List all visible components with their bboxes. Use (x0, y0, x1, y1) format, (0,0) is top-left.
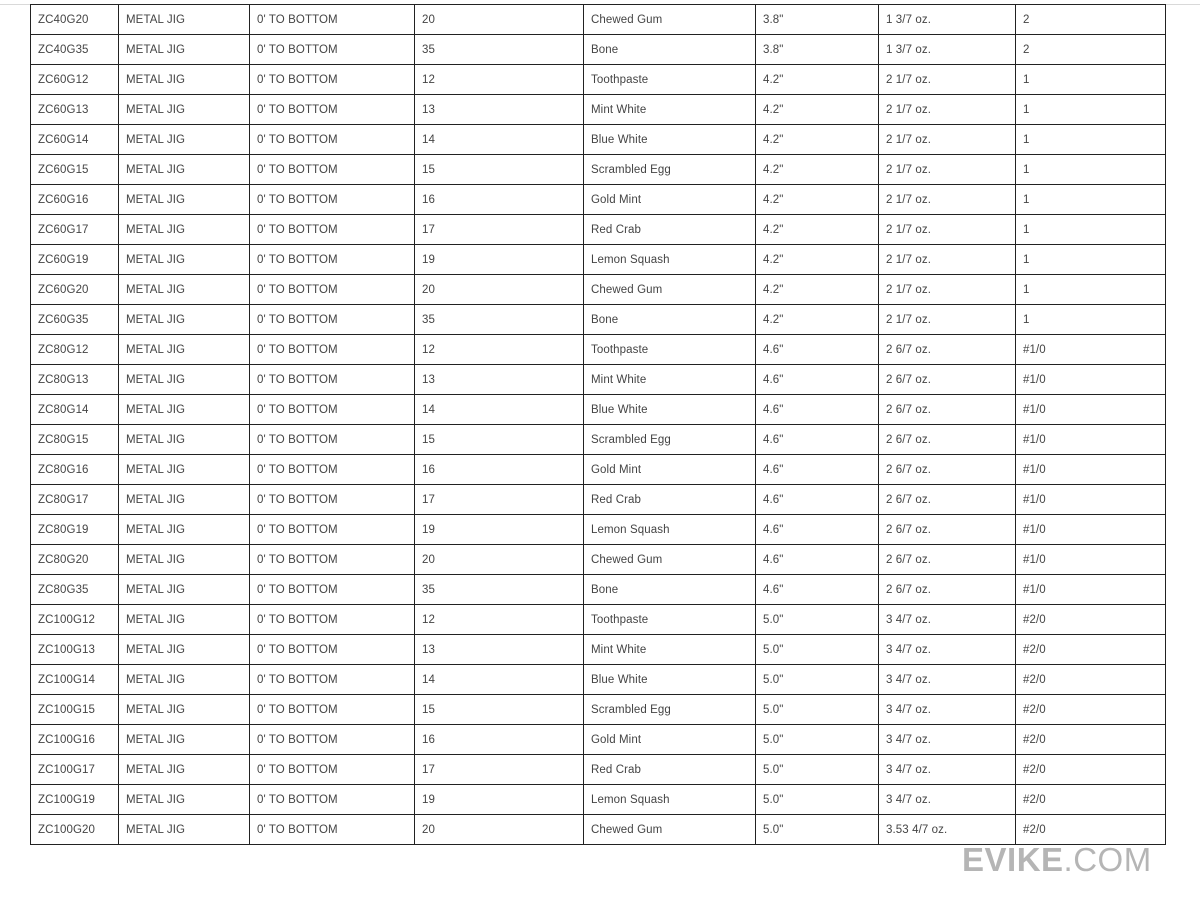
color-name-cell: Red Crab (584, 215, 756, 245)
color-name-cell: Mint White (584, 635, 756, 665)
product-spec-table (30, 4, 1166, 845)
hook-size-cell: 1 (1016, 275, 1166, 305)
color-name-cell: Bone (584, 305, 756, 335)
weight-cell: 2 6/7 oz. (879, 335, 1016, 365)
item-code-cell: ZC60G15 (31, 155, 119, 185)
length-cell: 3.8" (756, 35, 879, 65)
depth-cell: 0' TO BOTTOM (250, 65, 415, 95)
type-cell: METAL JIG (119, 215, 250, 245)
table-row (31, 155, 1166, 185)
table-row (31, 425, 1166, 455)
item-code-cell: ZC100G19 (31, 785, 119, 815)
hook-size-cell: #2/0 (1016, 665, 1166, 695)
length-cell: 4.6" (756, 365, 879, 395)
hook-size-cell: #1/0 (1016, 365, 1166, 395)
color-name-cell: Toothpaste (584, 65, 756, 95)
length-cell: 5.0" (756, 665, 879, 695)
hook-size-cell: 1 (1016, 125, 1166, 155)
weight-cell: 2 1/7 oz. (879, 185, 1016, 215)
item-code-cell: ZC60G12 (31, 65, 119, 95)
type-cell: METAL JIG (119, 575, 250, 605)
type-cell: METAL JIG (119, 665, 250, 695)
table-row (31, 95, 1166, 125)
hook-size-cell: #2/0 (1016, 785, 1166, 815)
length-cell: 4.6" (756, 575, 879, 605)
color-number-cell: 12 (415, 335, 584, 365)
length-cell: 4.2" (756, 305, 879, 335)
depth-cell: 0' TO BOTTOM (250, 215, 415, 245)
item-code-cell: ZC100G15 (31, 695, 119, 725)
table-row (31, 275, 1166, 305)
color-number-cell: 19 (415, 515, 584, 545)
weight-cell: 2 1/7 oz. (879, 65, 1016, 95)
type-cell: METAL JIG (119, 545, 250, 575)
item-code-cell: ZC80G17 (31, 485, 119, 515)
type-cell: METAL JIG (119, 515, 250, 545)
item-code-cell: ZC100G16 (31, 725, 119, 755)
depth-cell: 0' TO BOTTOM (250, 785, 415, 815)
depth-cell: 0' TO BOTTOM (250, 35, 415, 65)
evike-watermark-logo (962, 841, 1152, 879)
color-number-cell: 15 (415, 695, 584, 725)
length-cell: 4.6" (756, 335, 879, 365)
type-cell: METAL JIG (119, 245, 250, 275)
hook-size-cell: #1/0 (1016, 485, 1166, 515)
color-name-cell: Gold Mint (584, 455, 756, 485)
depth-cell: 0' TO BOTTOM (250, 95, 415, 125)
weight-cell: 2 6/7 oz. (879, 575, 1016, 605)
length-cell: 4.2" (756, 155, 879, 185)
color-number-cell: 17 (415, 215, 584, 245)
hook-size-cell: 1 (1016, 155, 1166, 185)
length-cell: 5.0" (756, 755, 879, 785)
length-cell: 4.2" (756, 185, 879, 215)
weight-cell: 1 3/7 oz. (879, 35, 1016, 65)
table-row (31, 35, 1166, 65)
depth-cell: 0' TO BOTTOM (250, 305, 415, 335)
depth-cell: 0' TO BOTTOM (250, 545, 415, 575)
item-code-cell: ZC80G14 (31, 395, 119, 425)
color-name-cell: Chewed Gum (584, 5, 756, 35)
length-cell: 5.0" (756, 785, 879, 815)
type-cell: METAL JIG (119, 635, 250, 665)
length-cell: 4.2" (756, 65, 879, 95)
weight-cell: 2 6/7 oz. (879, 545, 1016, 575)
item-code-cell: ZC60G14 (31, 125, 119, 155)
weight-cell: 2 6/7 oz. (879, 365, 1016, 395)
watermark-domain: .COM (1063, 841, 1152, 878)
type-cell: METAL JIG (119, 35, 250, 65)
type-cell: METAL JIG (119, 455, 250, 485)
length-cell: 4.6" (756, 485, 879, 515)
length-cell: 4.2" (756, 275, 879, 305)
hook-size-cell: #1/0 (1016, 515, 1166, 545)
depth-cell: 0' TO BOTTOM (250, 575, 415, 605)
weight-cell: 1 3/7 oz. (879, 5, 1016, 35)
hook-size-cell: 1 (1016, 95, 1166, 125)
type-cell: METAL JIG (119, 785, 250, 815)
color-number-cell: 14 (415, 125, 584, 155)
item-code-cell: ZC40G20 (31, 5, 119, 35)
depth-cell: 0' TO BOTTOM (250, 665, 415, 695)
weight-cell: 3.53 4/7 oz. (879, 815, 1016, 845)
table-row (31, 515, 1166, 545)
table-row (31, 65, 1166, 95)
item-code-cell: ZC100G14 (31, 665, 119, 695)
color-number-cell: 12 (415, 65, 584, 95)
color-name-cell: Toothpaste (584, 335, 756, 365)
color-name-cell: Bone (584, 575, 756, 605)
type-cell: METAL JIG (119, 395, 250, 425)
weight-cell: 3 4/7 oz. (879, 785, 1016, 815)
item-code-cell: ZC80G15 (31, 425, 119, 455)
table-row (31, 755, 1166, 785)
color-number-cell: 19 (415, 245, 584, 275)
length-cell: 4.6" (756, 455, 879, 485)
type-cell: METAL JIG (119, 755, 250, 785)
type-cell: METAL JIG (119, 305, 250, 335)
table-row (31, 365, 1166, 395)
color-name-cell: Mint White (584, 95, 756, 125)
weight-cell: 3 4/7 oz. (879, 755, 1016, 785)
depth-cell: 0' TO BOTTOM (250, 185, 415, 215)
color-name-cell: Lemon Squash (584, 245, 756, 275)
hook-size-cell: 1 (1016, 305, 1166, 335)
hook-size-cell: #1/0 (1016, 575, 1166, 605)
weight-cell: 2 1/7 oz. (879, 95, 1016, 125)
length-cell: 3.8" (756, 5, 879, 35)
hook-size-cell: #2/0 (1016, 635, 1166, 665)
item-code-cell: ZC80G12 (31, 335, 119, 365)
hook-size-cell: 1 (1016, 65, 1166, 95)
table-row (31, 455, 1166, 485)
color-name-cell: Lemon Squash (584, 785, 756, 815)
color-name-cell: Gold Mint (584, 725, 756, 755)
type-cell: METAL JIG (119, 815, 250, 845)
color-number-cell: 13 (415, 95, 584, 125)
type-cell: METAL JIG (119, 5, 250, 35)
color-number-cell: 20 (415, 545, 584, 575)
hook-size-cell: #2/0 (1016, 695, 1166, 725)
color-number-cell: 20 (415, 815, 584, 845)
length-cell: 5.0" (756, 635, 879, 665)
weight-cell: 2 6/7 oz. (879, 455, 1016, 485)
length-cell: 4.2" (756, 95, 879, 125)
type-cell: METAL JIG (119, 275, 250, 305)
table-row (31, 635, 1166, 665)
depth-cell: 0' TO BOTTOM (250, 395, 415, 425)
table-row (31, 815, 1166, 845)
weight-cell: 2 1/7 oz. (879, 155, 1016, 185)
length-cell: 4.6" (756, 515, 879, 545)
color-name-cell: Blue White (584, 125, 756, 155)
type-cell: METAL JIG (119, 725, 250, 755)
item-code-cell: ZC80G35 (31, 575, 119, 605)
depth-cell: 0' TO BOTTOM (250, 755, 415, 785)
color-number-cell: 16 (415, 185, 584, 215)
color-number-cell: 13 (415, 365, 584, 395)
color-number-cell: 15 (415, 155, 584, 185)
weight-cell: 3 4/7 oz. (879, 665, 1016, 695)
item-code-cell: ZC100G12 (31, 605, 119, 635)
color-name-cell: Red Crab (584, 755, 756, 785)
color-number-cell: 16 (415, 455, 584, 485)
table-row (31, 695, 1166, 725)
type-cell: METAL JIG (119, 185, 250, 215)
color-number-cell: 14 (415, 665, 584, 695)
item-code-cell: ZC80G20 (31, 545, 119, 575)
table-row (31, 215, 1166, 245)
color-name-cell: Red Crab (584, 485, 756, 515)
color-number-cell: 20 (415, 5, 584, 35)
item-code-cell: ZC60G16 (31, 185, 119, 215)
item-code-cell: ZC100G13 (31, 635, 119, 665)
watermark-brand: EVIKE (962, 841, 1064, 878)
weight-cell: 2 6/7 oz. (879, 515, 1016, 545)
color-number-cell: 35 (415, 575, 584, 605)
depth-cell: 0' TO BOTTOM (250, 815, 415, 845)
hook-size-cell: #1/0 (1016, 335, 1166, 365)
table-row (31, 5, 1166, 35)
weight-cell: 2 1/7 oz. (879, 125, 1016, 155)
color-name-cell: Chewed Gum (584, 815, 756, 845)
type-cell: METAL JIG (119, 605, 250, 635)
color-name-cell: Blue White (584, 665, 756, 695)
depth-cell: 0' TO BOTTOM (250, 245, 415, 275)
table-row (31, 485, 1166, 515)
color-number-cell: 20 (415, 275, 584, 305)
type-cell: METAL JIG (119, 425, 250, 455)
color-number-cell: 17 (415, 485, 584, 515)
color-name-cell: Toothpaste (584, 605, 756, 635)
length-cell: 4.6" (756, 545, 879, 575)
hook-size-cell: 1 (1016, 215, 1166, 245)
table-row (31, 725, 1166, 755)
hook-size-cell: #2/0 (1016, 725, 1166, 755)
color-number-cell: 19 (415, 785, 584, 815)
color-number-cell: 15 (415, 425, 584, 455)
type-cell: METAL JIG (119, 125, 250, 155)
type-cell: METAL JIG (119, 365, 250, 395)
color-number-cell: 16 (415, 725, 584, 755)
length-cell: 5.0" (756, 605, 879, 635)
color-name-cell: Scrambled Egg (584, 425, 756, 455)
hook-size-cell: 1 (1016, 185, 1166, 215)
color-number-cell: 35 (415, 35, 584, 65)
color-name-cell: Blue White (584, 395, 756, 425)
depth-cell: 0' TO BOTTOM (250, 605, 415, 635)
weight-cell: 2 1/7 oz. (879, 245, 1016, 275)
weight-cell: 3 4/7 oz. (879, 695, 1016, 725)
item-code-cell: ZC80G13 (31, 365, 119, 395)
item-code-cell: ZC60G13 (31, 95, 119, 125)
weight-cell: 3 4/7 oz. (879, 725, 1016, 755)
weight-cell: 2 1/7 oz. (879, 275, 1016, 305)
type-cell: METAL JIG (119, 155, 250, 185)
color-number-cell: 13 (415, 635, 584, 665)
hook-size-cell: #1/0 (1016, 545, 1166, 575)
color-name-cell: Chewed Gum (584, 545, 756, 575)
depth-cell: 0' TO BOTTOM (250, 425, 415, 455)
weight-cell: 2 1/7 oz. (879, 305, 1016, 335)
table-row (31, 395, 1166, 425)
item-code-cell: ZC80G16 (31, 455, 119, 485)
color-name-cell: Bone (584, 35, 756, 65)
color-number-cell: 14 (415, 395, 584, 425)
hook-size-cell: #1/0 (1016, 425, 1166, 455)
length-cell: 4.2" (756, 125, 879, 155)
item-code-cell: ZC80G19 (31, 515, 119, 545)
item-code-cell: ZC60G19 (31, 245, 119, 275)
type-cell: METAL JIG (119, 695, 250, 725)
length-cell: 5.0" (756, 815, 879, 845)
length-cell: 4.2" (756, 215, 879, 245)
depth-cell: 0' TO BOTTOM (250, 335, 415, 365)
hook-size-cell: #2/0 (1016, 815, 1166, 845)
table-row (31, 185, 1166, 215)
length-cell: 4.6" (756, 395, 879, 425)
type-cell: METAL JIG (119, 335, 250, 365)
depth-cell: 0' TO BOTTOM (250, 5, 415, 35)
depth-cell: 0' TO BOTTOM (250, 125, 415, 155)
weight-cell: 3 4/7 oz. (879, 635, 1016, 665)
table-row (31, 125, 1166, 155)
length-cell: 4.6" (756, 425, 879, 455)
hook-size-cell: #2/0 (1016, 605, 1166, 635)
color-number-cell: 17 (415, 755, 584, 785)
color-name-cell: Lemon Squash (584, 515, 756, 545)
table-row (31, 785, 1166, 815)
table-row (31, 575, 1166, 605)
hook-size-cell: 1 (1016, 245, 1166, 275)
depth-cell: 0' TO BOTTOM (250, 635, 415, 665)
depth-cell: 0' TO BOTTOM (250, 485, 415, 515)
length-cell: 5.0" (756, 695, 879, 725)
depth-cell: 0' TO BOTTOM (250, 155, 415, 185)
hook-size-cell: #1/0 (1016, 455, 1166, 485)
color-name-cell: Chewed Gum (584, 275, 756, 305)
table-row (31, 335, 1166, 365)
table-row (31, 545, 1166, 575)
table-row (31, 305, 1166, 335)
length-cell: 4.2" (756, 245, 879, 275)
item-code-cell: ZC100G20 (31, 815, 119, 845)
hook-size-cell: #1/0 (1016, 395, 1166, 425)
depth-cell: 0' TO BOTTOM (250, 515, 415, 545)
weight-cell: 2 6/7 oz. (879, 395, 1016, 425)
type-cell: METAL JIG (119, 95, 250, 125)
table-row (31, 665, 1166, 695)
color-number-cell: 35 (415, 305, 584, 335)
item-code-cell: ZC60G35 (31, 305, 119, 335)
depth-cell: 0' TO BOTTOM (250, 725, 415, 755)
table-row (31, 245, 1166, 275)
weight-cell: 2 6/7 oz. (879, 485, 1016, 515)
item-code-cell: ZC40G35 (31, 35, 119, 65)
type-cell: METAL JIG (119, 65, 250, 95)
item-code-cell: ZC100G17 (31, 755, 119, 785)
length-cell: 5.0" (756, 725, 879, 755)
item-code-cell: ZC60G20 (31, 275, 119, 305)
depth-cell: 0' TO BOTTOM (250, 695, 415, 725)
color-name-cell: Scrambled Egg (584, 695, 756, 725)
hook-size-cell: #2/0 (1016, 755, 1166, 785)
weight-cell: 2 1/7 oz. (879, 215, 1016, 245)
hook-size-cell: 2 (1016, 5, 1166, 35)
color-name-cell: Mint White (584, 365, 756, 395)
weight-cell: 2 6/7 oz. (879, 425, 1016, 455)
color-number-cell: 12 (415, 605, 584, 635)
color-name-cell: Scrambled Egg (584, 155, 756, 185)
weight-cell: 3 4/7 oz. (879, 605, 1016, 635)
item-code-cell: ZC60G17 (31, 215, 119, 245)
depth-cell: 0' TO BOTTOM (250, 275, 415, 305)
depth-cell: 0' TO BOTTOM (250, 455, 415, 485)
hook-size-cell: 2 (1016, 35, 1166, 65)
depth-cell: 0' TO BOTTOM (250, 365, 415, 395)
table-body (31, 5, 1166, 845)
type-cell: METAL JIG (119, 485, 250, 515)
color-name-cell: Gold Mint (584, 185, 756, 215)
table-row (31, 605, 1166, 635)
